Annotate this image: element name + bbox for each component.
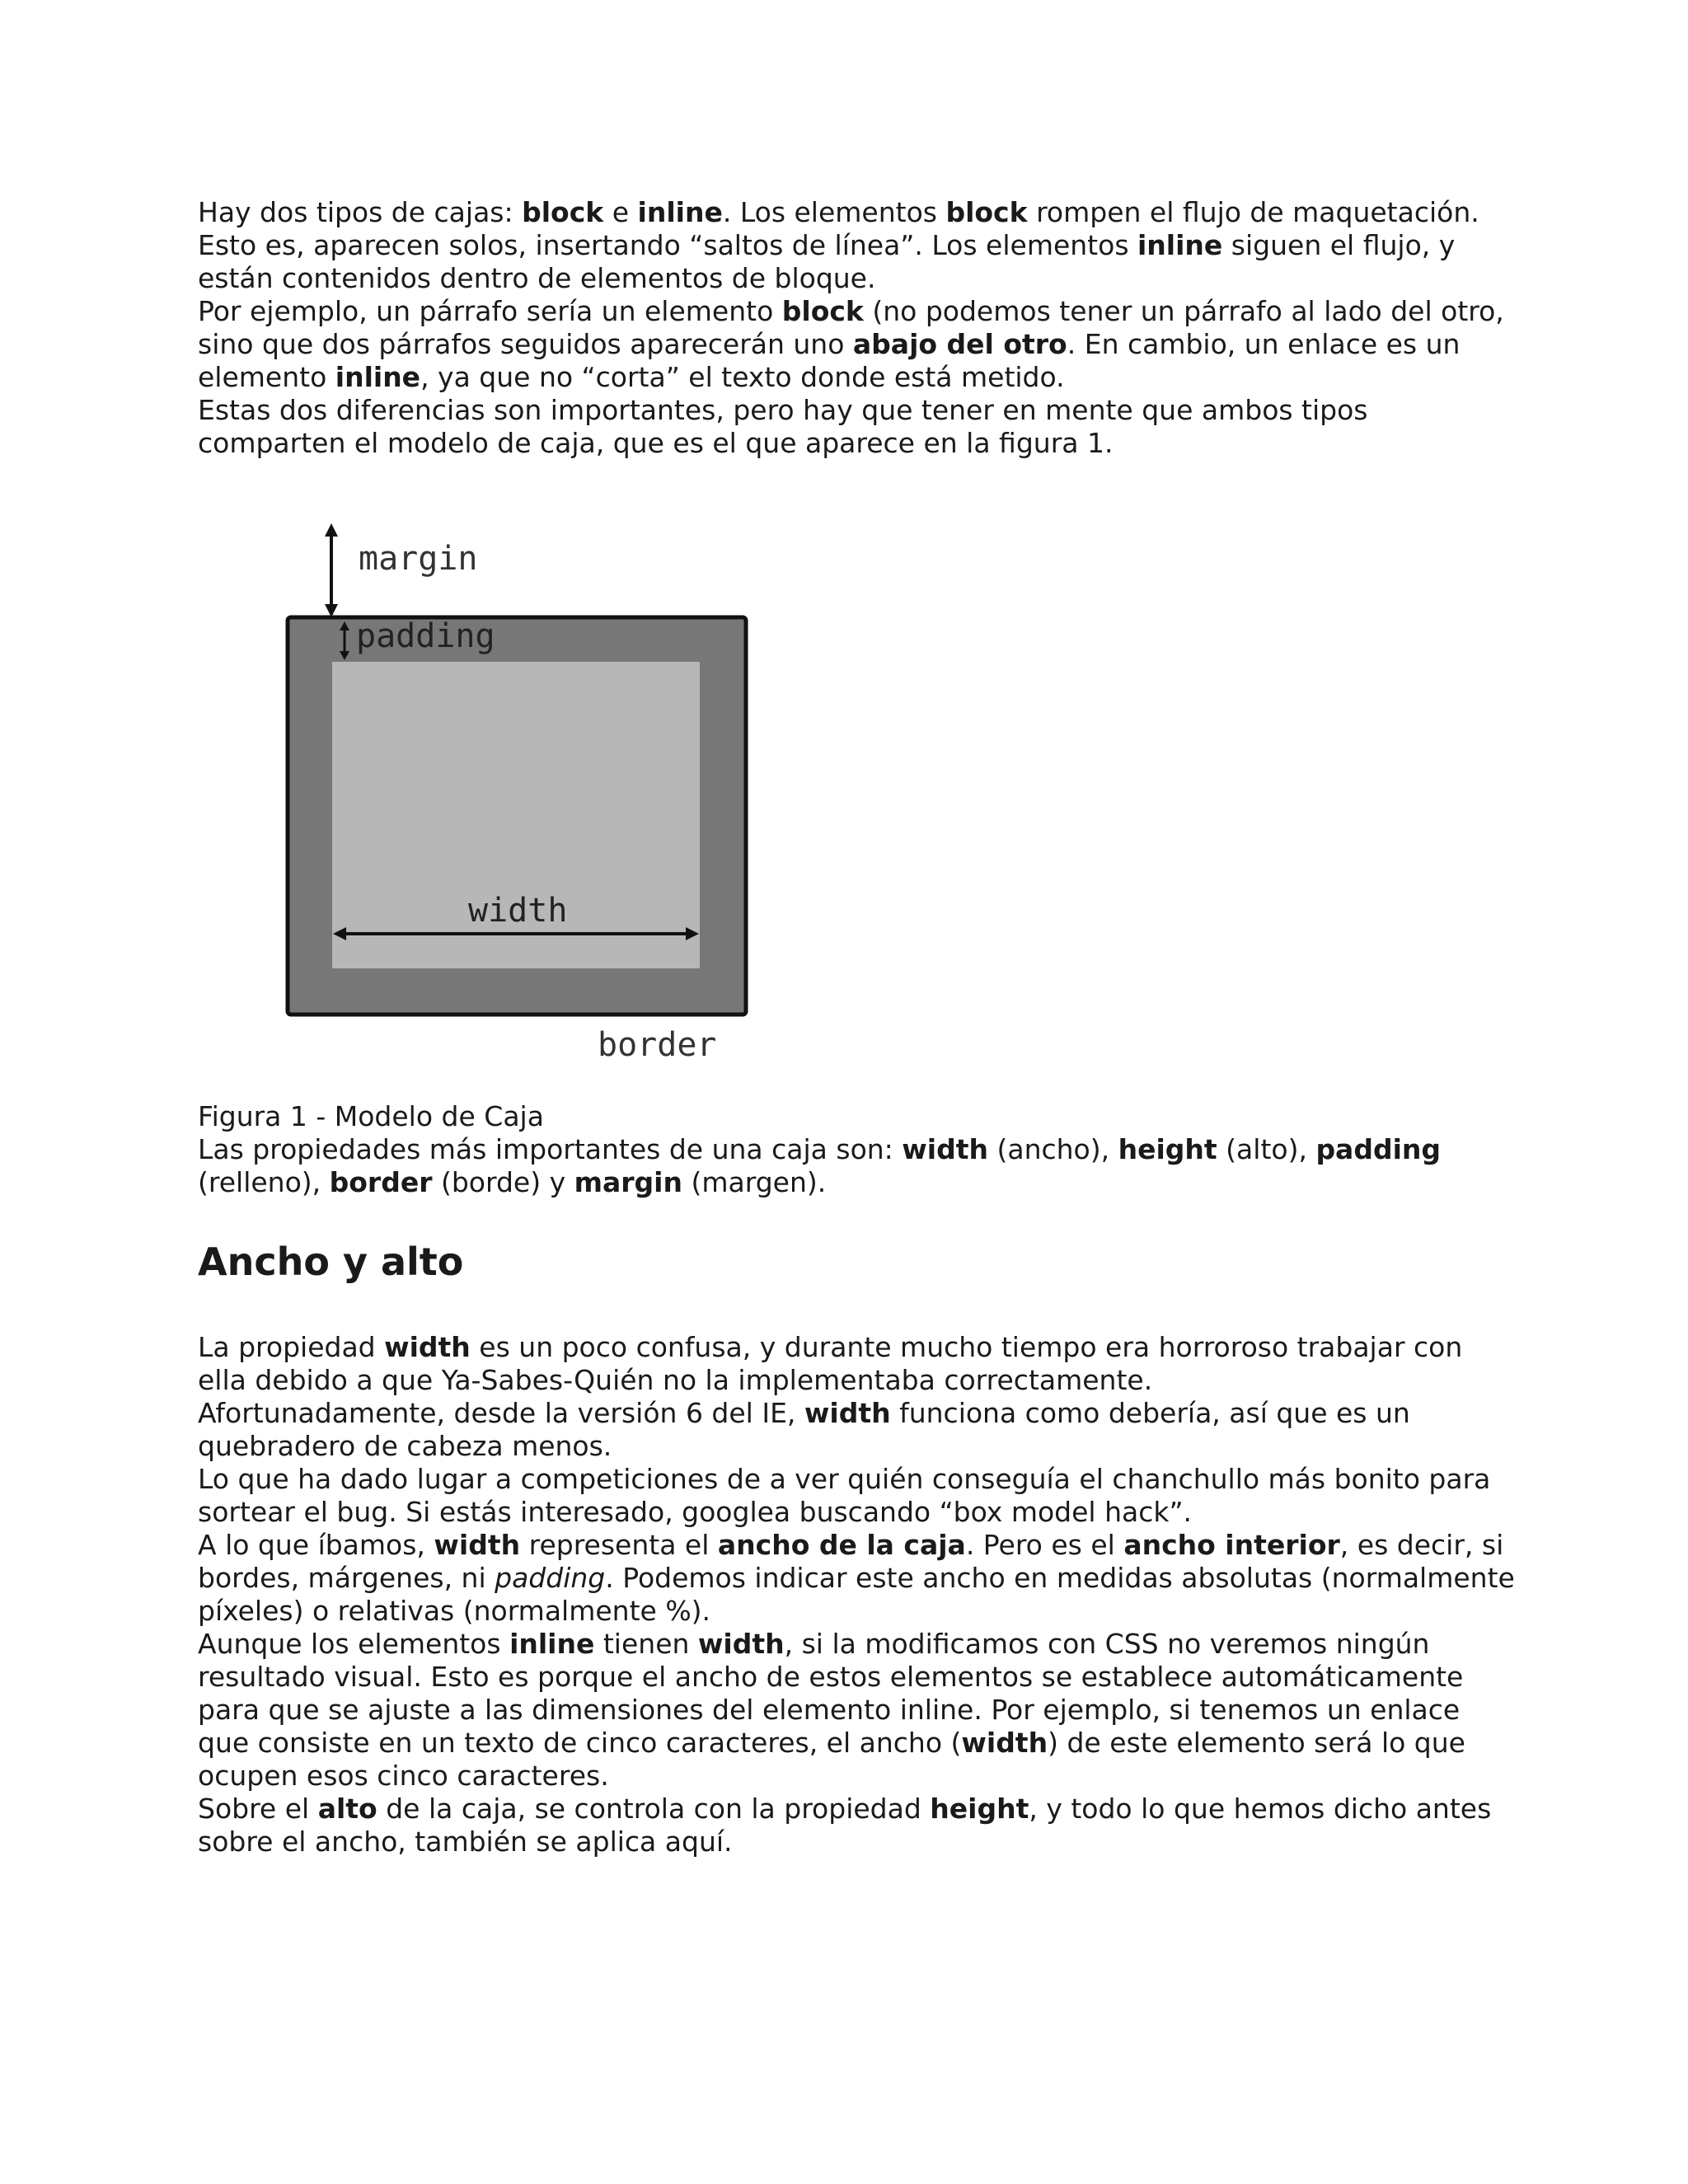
bold-term: margin — [574, 1166, 682, 1198]
border-label: border — [598, 1026, 717, 1064]
text-run: Las propiedades más importantes de una caja son: — [198, 1133, 903, 1165]
text-run: , es decir, si bordes, márgenes, ni — [198, 1529, 1504, 1594]
body-paragraph — [198, 1793, 1517, 1858]
intro-paragraph — [198, 295, 1517, 394]
text-run: de la caja, se controla con la propiedad — [377, 1793, 931, 1825]
bold-term: inline — [637, 196, 723, 228]
bold-term: width — [804, 1397, 891, 1429]
bold-term: alto — [317, 1793, 377, 1825]
body-paragraph — [198, 1529, 1517, 1628]
figure-caption-section — [198, 1100, 1517, 1199]
intro-paragraph — [198, 196, 1517, 295]
intro-section — [198, 196, 1517, 460]
bold-term: height — [930, 1793, 1029, 1825]
bold-term: border — [329, 1166, 433, 1198]
text-run: . Podemos indicar este ancho en medidas absolutas (normalmente píxeles) o relativas (normalmente %). — [198, 1562, 1515, 1627]
text-run: (margen). — [682, 1166, 827, 1198]
box-model-figure — [280, 522, 775, 1082]
bold-term: inline — [335, 361, 421, 393]
bold-term: block — [781, 295, 864, 327]
text-run: rompen el flujo de maquetación. Esto es, aparecen solos, insertando “saltos de línea”. Los elementos — [198, 196, 1479, 261]
text-run: Lo que ha dado lugar a competiciones de a ver quién conseguía el chanchullo más bonito para sortear el bug. Si estás interesado, googlea buscando “box model hack”. — [198, 1463, 1491, 1528]
text-run: e — [603, 196, 638, 228]
bold-term: width — [434, 1529, 521, 1561]
bold-term: width — [902, 1133, 988, 1165]
text-run: . Pero es el — [965, 1529, 1124, 1561]
text-run: , ya que no “corta” el texto donde está metido. — [420, 361, 1065, 393]
padding-label: padding — [356, 617, 495, 655]
text-run: A lo que íbamos, — [198, 1529, 434, 1561]
text-run: (relleno), — [198, 1166, 330, 1198]
text-run: Hay dos tipos de cajas: — [198, 196, 523, 228]
bold-term: inline — [1137, 229, 1223, 261]
section-heading: Ancho y alto — [198, 1240, 464, 1284]
text-run: La propiedad — [198, 1331, 385, 1363]
body-paragraph — [198, 1397, 1517, 1463]
caption-paragraph — [198, 1133, 1517, 1199]
bold-term: width — [384, 1331, 471, 1363]
text-run: Afortunadamente, desde la versión 6 del IE, — [198, 1397, 804, 1429]
text-run: . Los elementos — [722, 196, 946, 228]
body-section — [198, 1331, 1517, 1858]
bold-term: width — [961, 1727, 1048, 1759]
document-page — [198, 196, 1517, 1858]
text-run: (ancho), — [988, 1133, 1118, 1165]
text-run: (no podemos tener un párrafo al lado del otro, sino que dos párrafos seguidos aparecerán uno — [198, 295, 1504, 360]
bold-term: block — [945, 196, 1028, 228]
body-paragraph — [198, 1331, 1517, 1397]
bold-term: ancho de la caja — [717, 1529, 966, 1561]
text-run: representa el — [520, 1529, 718, 1561]
text-run: . En cambio, un enlace es un elemento — [198, 328, 1461, 393]
text-run: Sobre el — [198, 1793, 318, 1825]
text-run: siguen el flujo, y están contenidos dentro de elementos de bloque. — [198, 229, 1456, 294]
bold-term: ancho interior — [1123, 1529, 1340, 1561]
text-run: Figura 1 - Modelo de Caja — [198, 1100, 544, 1132]
text-run: funciona como debería, así que es un quebradero de cabeza menos. — [198, 1397, 1410, 1462]
body-paragraph — [198, 1628, 1517, 1793]
text-run: Estas dos diferencias son importantes, pero hay que tener en mente que ambos tipos comparten el modelo de caja, que es el que aparece en la figura 1. — [198, 394, 1368, 459]
bold-term: height — [1118, 1133, 1217, 1165]
box-model-diagram — [280, 522, 775, 1082]
text-run: ) de este elemento será lo que ocupen esos cinco caracteres. — [198, 1727, 1465, 1792]
text-run: (borde) y — [432, 1166, 574, 1198]
margin-label: margin — [359, 540, 478, 578]
text-run: , y todo lo que hemos dicho antes sobre el ancho, también se aplica aquí. — [198, 1793, 1492, 1858]
bold-term: padding — [1315, 1133, 1441, 1165]
text-run: es un poco confusa, y durante mucho tiempo era horroroso trabajar con ella debido a que Ya-Sabes-Quién no la implementaba correctamente. — [198, 1331, 1463, 1396]
text-run: (alto), — [1217, 1133, 1316, 1165]
intro-paragraph — [198, 394, 1517, 460]
body-paragraph — [198, 1463, 1517, 1529]
text-run: Aunque los elementos — [198, 1628, 510, 1660]
text-run: tienen — [594, 1628, 698, 1660]
bold-term: width — [697, 1628, 785, 1660]
text-run: Por ejemplo, un párrafo sería un elemento — [198, 295, 782, 327]
italic-term: padding — [495, 1562, 606, 1594]
text-run: , si la modificamos con CSS no veremos ningún resultado visual. Esto es porque el ancho de estos elementos se establece automáticamente para que se ajuste a las dimensiones del elemento inline. Por ejemplo, si tenemos un enlace que consiste en un texto de cinco caracteres, el ancho ( — [198, 1628, 1464, 1759]
width-label: width — [468, 892, 568, 930]
bold-term: inline — [509, 1628, 595, 1660]
bold-term: block — [522, 196, 604, 228]
bold-term: abajo del otro — [852, 328, 1067, 360]
margin-arrow-icon — [325, 523, 338, 617]
caption-paragraph — [198, 1100, 1517, 1133]
